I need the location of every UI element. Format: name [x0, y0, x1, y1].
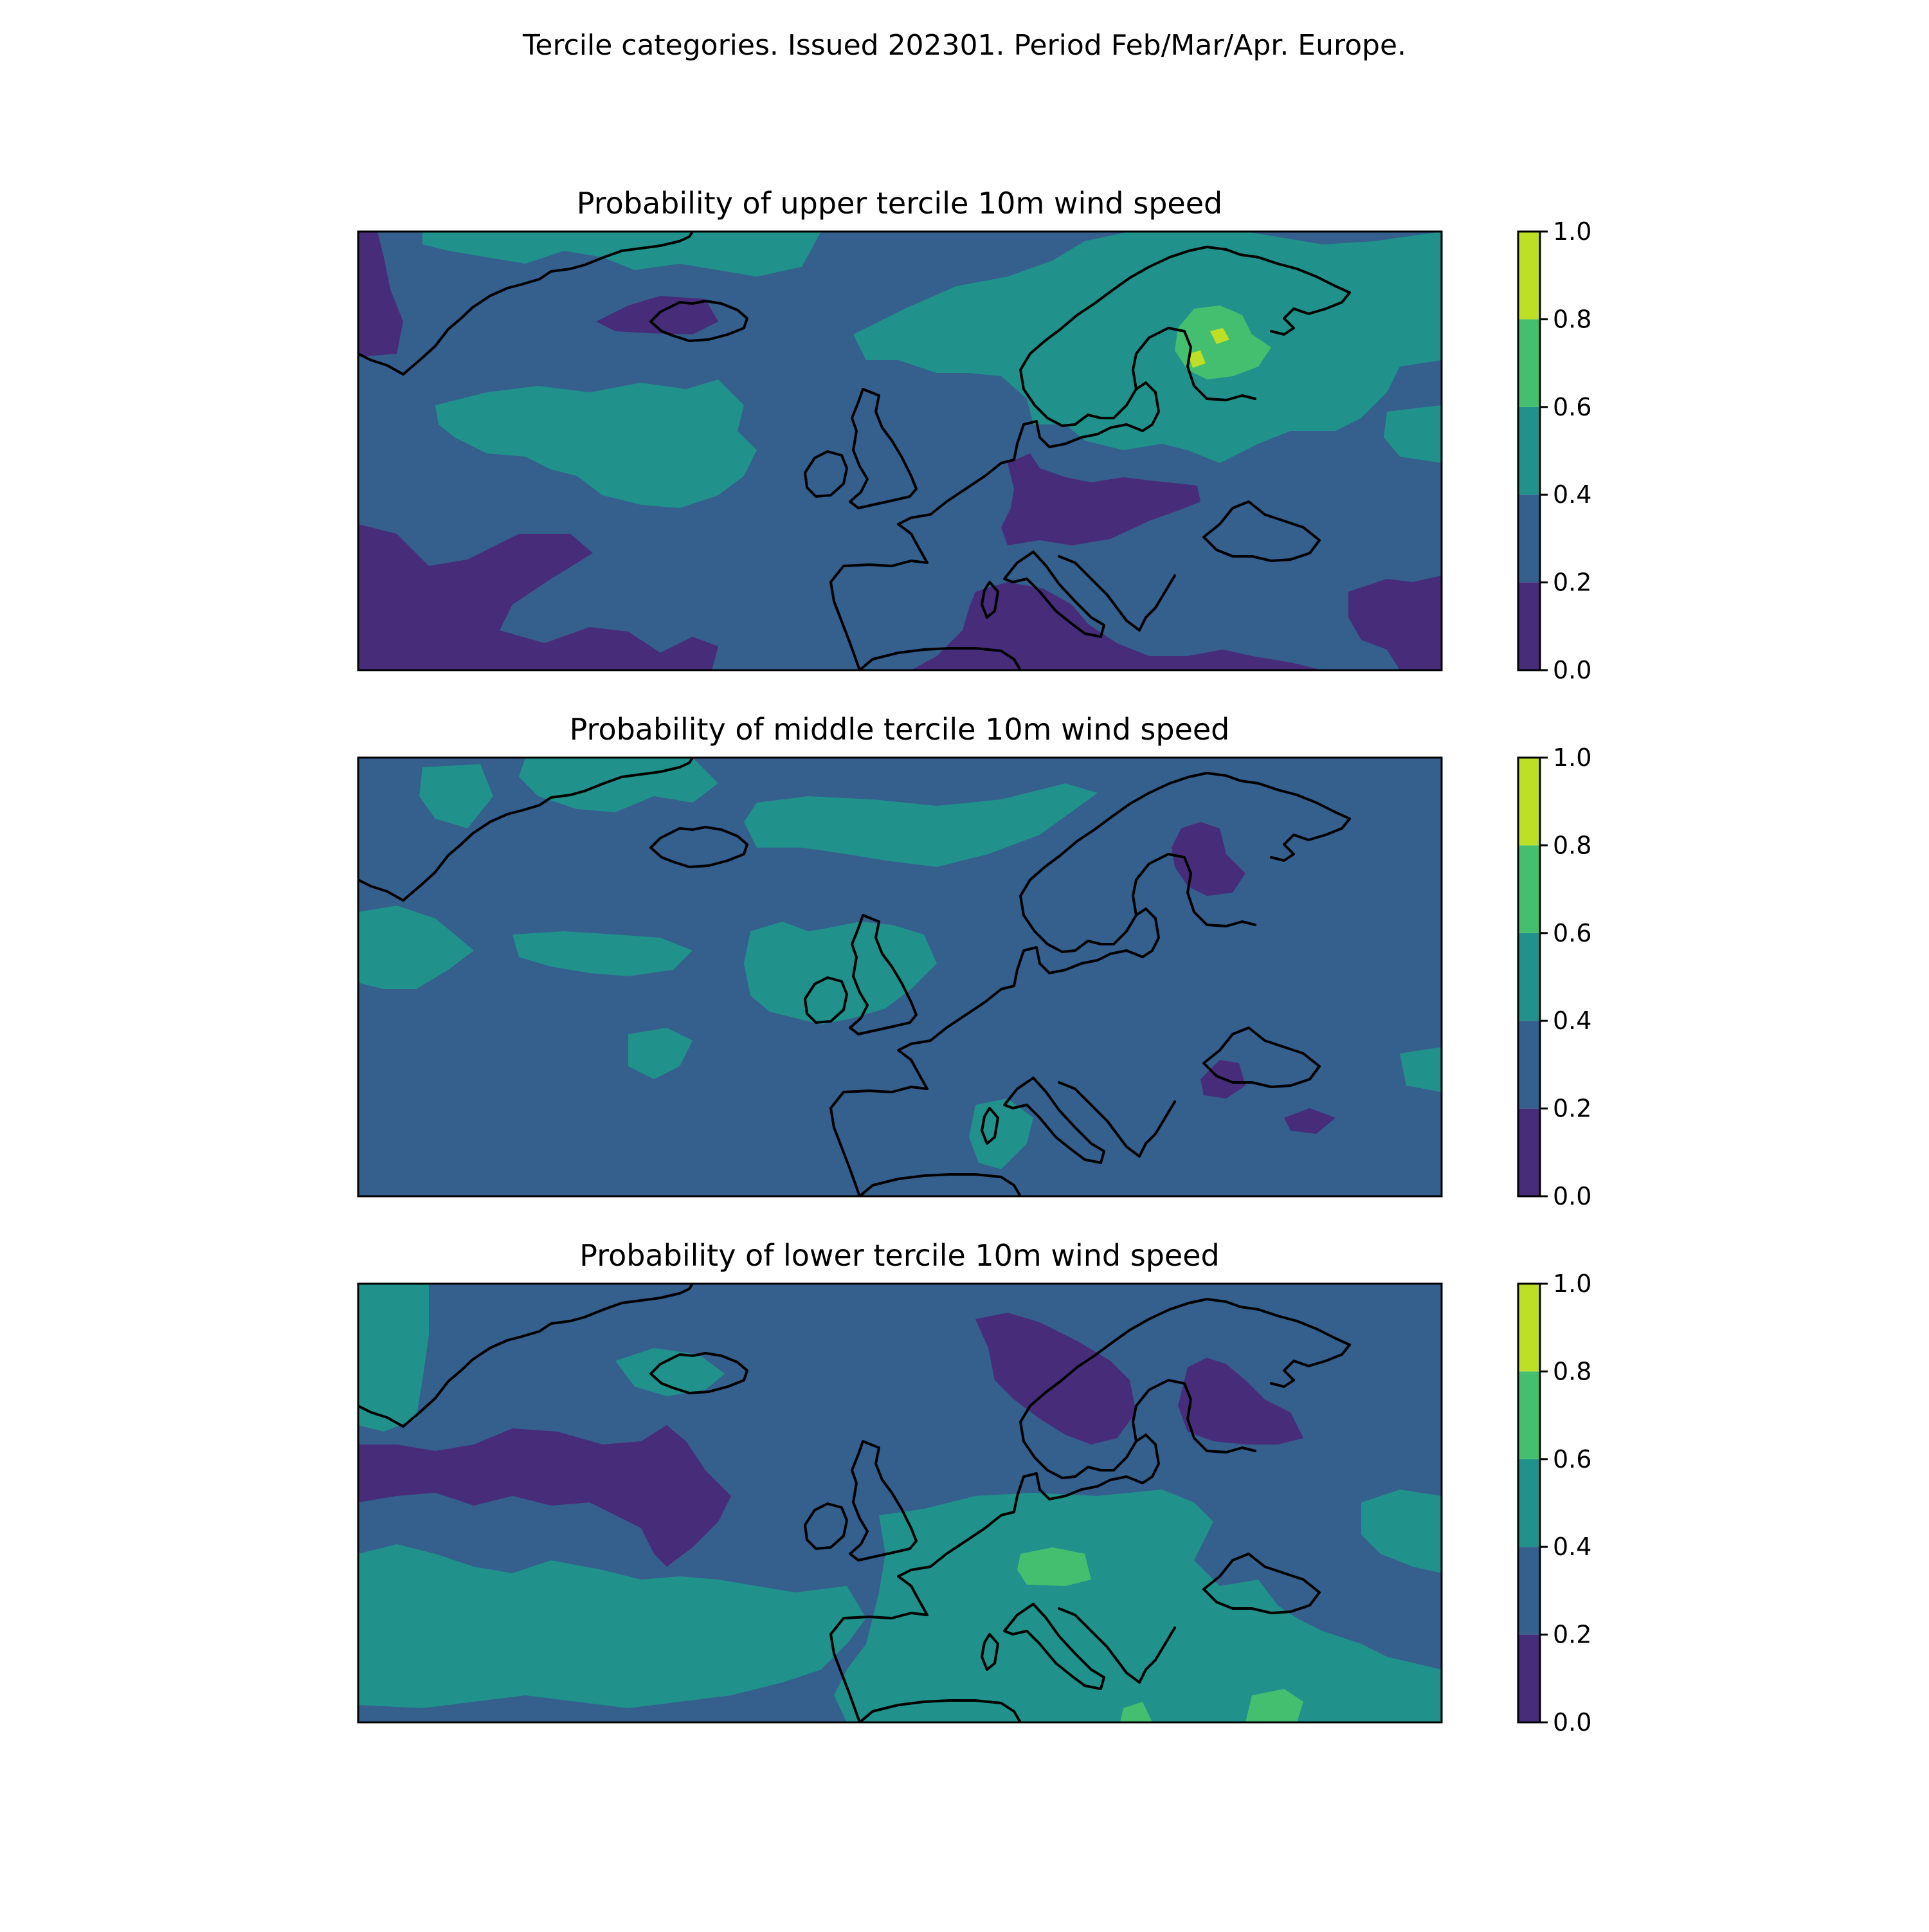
- panel-upper-tercile: [358, 186, 1591, 684]
- colorbar-band: [1518, 407, 1540, 495]
- region-alps-high: [1017, 1547, 1091, 1586]
- colorbar-band: [1518, 319, 1540, 406]
- colorbar-band: [1518, 495, 1540, 582]
- map-area: [358, 232, 1442, 670]
- colorbar-tick-label: 0.4: [1553, 480, 1592, 509]
- colorbar-band: [1518, 1109, 1540, 1196]
- colorbar-band: [1518, 583, 1540, 670]
- colorbar-band: [1518, 1021, 1540, 1108]
- colorbar-tick-label: 1.0: [1553, 743, 1592, 772]
- colorbar-tick-label: 0.2: [1553, 1620, 1592, 1649]
- figure-title: Tercile categories. Issued 202301. Period Feb/Mar/Apr. Europe.: [522, 29, 1407, 62]
- colorbar-tick-label: 0.0: [1553, 1708, 1592, 1736]
- panel-title: Probability of lower tercile 10m wind speed: [579, 1238, 1220, 1273]
- colorbar-tick-label: 0.6: [1553, 918, 1592, 947]
- colorbar-tick-label: 1.0: [1553, 217, 1592, 246]
- colorbar-tick-label: 1.0: [1553, 1270, 1592, 1298]
- panel-title: Probability of middle tercile 10m wind speed: [569, 712, 1230, 747]
- colorbar-band: [1518, 232, 1540, 319]
- colorbar: [1518, 1270, 1591, 1736]
- colorbar-band: [1518, 1371, 1540, 1459]
- colorbar-band: [1518, 1459, 1540, 1547]
- colorbar-tick-label: 0.2: [1553, 568, 1592, 597]
- colorbar-band: [1518, 845, 1540, 933]
- colorbar-tick-label: 0.4: [1553, 1533, 1592, 1562]
- colorbar-tick-label: 0.8: [1553, 831, 1592, 860]
- colorbar: [1518, 217, 1591, 684]
- colorbar-band: [1518, 1635, 1540, 1722]
- panel-middle-tercile: [358, 712, 1591, 1210]
- colorbar-tick-label: 0.6: [1553, 392, 1592, 421]
- colorbar-tick-label: 0.4: [1553, 1007, 1592, 1035]
- colorbar-tick-label: 0.0: [1553, 1182, 1592, 1210]
- colorbar-band: [1518, 758, 1540, 845]
- map-area: [358, 1284, 1442, 1722]
- colorbar-band: [1518, 1547, 1540, 1634]
- colorbar-band: [1518, 933, 1540, 1021]
- panel-lower-tercile: [358, 1238, 1591, 1736]
- map-area: [358, 758, 1442, 1196]
- colorbar-tick-label: 0.0: [1553, 656, 1592, 684]
- colorbar-tick-label: 0.6: [1553, 1444, 1592, 1473]
- colorbar-tick-label: 0.8: [1553, 305, 1592, 334]
- panel-title: Probability of upper tercile 10m wind speed: [576, 186, 1223, 221]
- colorbar-band: [1518, 1284, 1540, 1371]
- colorbar-tick-label: 0.8: [1553, 1357, 1592, 1386]
- colorbar: [1518, 743, 1591, 1210]
- colorbar-tick-label: 0.2: [1553, 1094, 1592, 1123]
